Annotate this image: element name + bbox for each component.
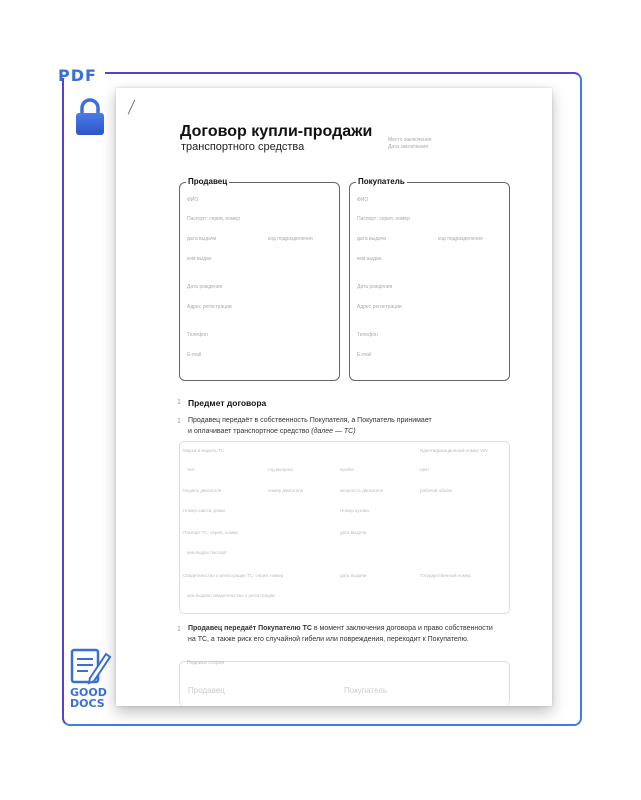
seller-field[interactable]: кем выдан: [187, 256, 212, 262]
paragraph-1-line2: и оплачивает транспортное средство: [188, 428, 312, 435]
vehicle-field[interactable]: цвет: [420, 467, 430, 472]
buyer-field[interactable]: Адрес регистрации: [357, 304, 402, 310]
vehicle-field[interactable]: дата выдачи: [340, 573, 367, 578]
buyer-field[interactable]: E-mail: [357, 352, 372, 358]
vehicle-field[interactable]: кем выдано свидетельство о регистрации: [187, 593, 275, 598]
seller-box: [179, 177, 340, 381]
buyer-signature[interactable]: Покупатель: [344, 686, 387, 695]
paragraph-2-line2: на ТС, а также риск его случайной гибели или повреждения, переходит к Покупателю.: [188, 636, 469, 643]
vehicle-field[interactable]: Свидетельство о регистрации ТС: серия, номер: [183, 573, 284, 578]
vehicle-field[interactable]: кем выдан паспорт: [187, 550, 227, 555]
vehicle-field[interactable]: мощность двигателя: [340, 488, 384, 493]
buyer-field[interactable]: дата выдачи: [357, 236, 387, 242]
paragraph-1-line1: Продавец передаёт в собственность Покупателя, а Покупатель принимает: [188, 417, 432, 424]
paragraph-number: 1: [177, 418, 181, 425]
seller-field[interactable]: Адрес регистрации: [187, 304, 232, 310]
signatures-label: Подписи сторон: [187, 660, 225, 666]
seller-field[interactable]: Телефон: [187, 332, 208, 338]
vehicle-field[interactable]: номер двигателя: [268, 488, 304, 493]
paragraph-2-bold: Продавец передаёт Покупателю ТС: [188, 625, 312, 632]
seller-field[interactable]: Дата рождения: [187, 284, 223, 290]
seller-field[interactable]: код подразделения: [268, 236, 313, 242]
paragraph-1: [188, 415, 508, 437]
gooddocs-logo-icon: [68, 648, 112, 710]
buyer-field[interactable]: кем выдан: [357, 256, 382, 262]
paragraph-2-rest: в момент заключения договора и право собственности: [311, 625, 493, 632]
seller-field[interactable]: Паспорт: серия, номер: [187, 216, 240, 222]
doc-title: Договор купли-продажи: [180, 123, 373, 140]
brand-line1: GOOD: [70, 686, 107, 699]
vehicle-field[interactable]: Модель двигателя: [183, 488, 222, 493]
place-label: Место заключения: [388, 137, 432, 143]
vehicle-field[interactable]: Паспорт ТС: серия, номер: [183, 530, 238, 535]
buyer-field[interactable]: код подразделения: [438, 236, 483, 242]
vehicle-field[interactable]: дата выдачи: [340, 530, 367, 535]
pdf-badge: PDF: [58, 66, 97, 85]
seller-field[interactable]: E-mail: [187, 352, 202, 358]
section-title: Предмет договора: [188, 398, 267, 408]
doc-subtitle: транспортного средства: [181, 141, 305, 153]
buyer-field[interactable]: Дата рождения: [357, 284, 393, 290]
vehicle-field[interactable]: год выпуска: [268, 467, 293, 472]
paragraph-2: [188, 623, 508, 645]
seller-title: Продавец: [188, 177, 228, 186]
date-label: Дата заключения: [388, 144, 428, 150]
vehicle-field[interactable]: пробег: [340, 467, 355, 472]
vehicle-field[interactable]: Идентификационный номер VIN: [420, 448, 488, 453]
seller-field[interactable]: ФИО: [187, 197, 199, 203]
buyer-field[interactable]: Телефон: [357, 332, 378, 338]
buyer-field[interactable]: Паспорт: серия, номер: [357, 216, 410, 222]
seller-field[interactable]: дата выдачи: [187, 236, 217, 242]
lock-icon: [75, 98, 105, 136]
vehicle-field[interactable]: Государственный номер: [420, 573, 471, 578]
vehicle-field[interactable]: рабочий объём: [420, 488, 452, 493]
vehicle-field[interactable]: Марка и модель ТС: [183, 448, 225, 453]
brand-line2: DOCS: [70, 697, 105, 710]
buyer-title: Покупатель: [358, 177, 405, 186]
paragraph-1-note: (далее — ТС): [311, 428, 356, 435]
buyer-field[interactable]: ФИО: [357, 197, 369, 203]
seller-signature[interactable]: Продавец: [188, 686, 225, 695]
signatures-box: [179, 661, 510, 706]
vehicle-field[interactable]: тип: [187, 467, 195, 472]
buyer-box: [349, 177, 510, 381]
paragraph-number: 1: [177, 626, 181, 633]
vehicle-field[interactable]: Номер шасси, рамы: [183, 508, 226, 513]
section-number: 1: [177, 399, 181, 406]
vehicle-field[interactable]: Номер кузова: [340, 508, 369, 513]
